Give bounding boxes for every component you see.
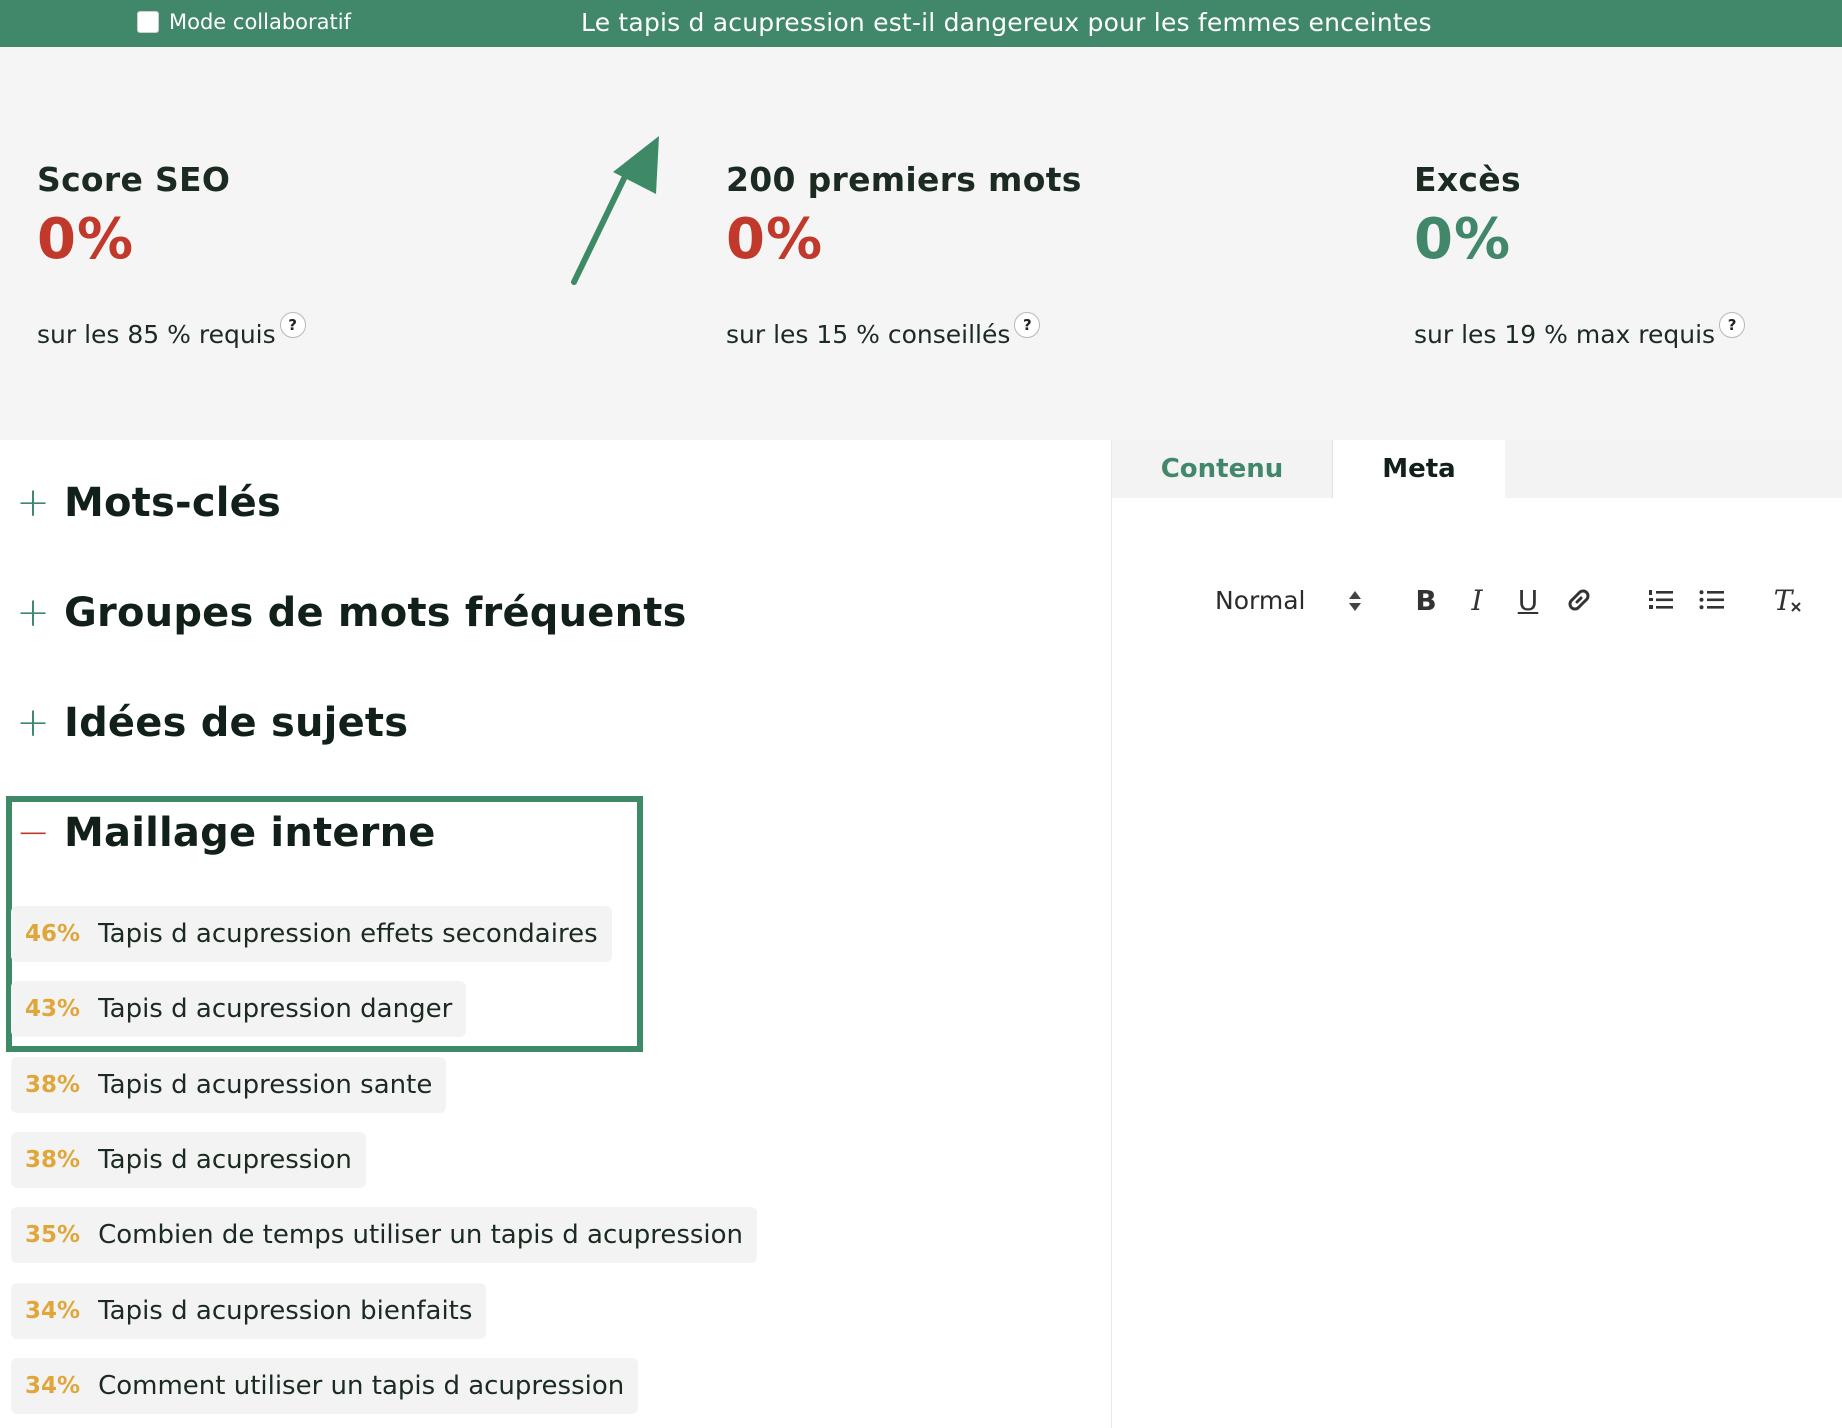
section-internal-linking[interactable] [16, 810, 436, 856]
clear-format-button[interactable] [1768, 580, 1808, 620]
first-200-words-score [726, 160, 1082, 349]
analysis-panel [0, 440, 1111, 1428]
editor-panel [1111, 440, 1842, 1428]
bullet-list-icon [1697, 585, 1727, 615]
italic-button[interactable]: I [1471, 583, 1483, 617]
section-title: Maillage interne [64, 810, 436, 856]
internal-link-item[interactable] [11, 1358, 638, 1414]
collapse-icon[interactable]: − [16, 810, 50, 856]
collab-mode-checkbox[interactable] [137, 11, 159, 33]
internal-link-item[interactable] [11, 1132, 366, 1188]
link-title: Tapis d acupression danger [98, 994, 453, 1024]
expand-icon[interactable]: + [16, 590, 50, 636]
clear-format-icon: T [1773, 583, 1793, 617]
section-title: Groupes de mots fréquents [64, 590, 687, 636]
first-200-words-note: sur les 15 % conseillés [726, 320, 1011, 349]
internal-link-item[interactable] [11, 1057, 446, 1113]
section-topic-ideas[interactable] [16, 700, 408, 746]
link-title: Tapis d acupression effets secondaires [98, 919, 598, 949]
link-score: 38% [25, 1072, 81, 1098]
help-icon[interactable]: ? [1014, 312, 1040, 338]
link-score: 43% [25, 996, 81, 1022]
ordered-list-icon [1646, 585, 1676, 615]
first-200-words-value: 0% [726, 207, 824, 272]
collab-mode-toggle[interactable] [137, 10, 351, 34]
seo-score-value: 0% [37, 207, 135, 272]
tab-bar-filler [1505, 440, 1842, 498]
editor-tabs [1112, 440, 1842, 498]
link-icon [1564, 585, 1594, 615]
select-arrows-icon[interactable] [1347, 588, 1363, 614]
format-select[interactable]: Normal [1215, 586, 1306, 615]
bold-button[interactable]: B [1415, 583, 1437, 617]
seo-score-label: Score SEO [37, 160, 231, 199]
section-frequent-word-groups[interactable] [16, 590, 687, 636]
link-score: 34% [25, 1373, 81, 1399]
internal-link-item[interactable] [11, 1283, 486, 1339]
internal-link-item[interactable] [11, 1207, 757, 1263]
excess-value: 0% [1414, 207, 1512, 272]
link-title: Tapis d acupression bienfaits [98, 1296, 473, 1326]
top-bar [0, 0, 1842, 47]
bullet-list-button[interactable] [1692, 580, 1732, 620]
internal-link-item[interactable] [11, 981, 466, 1037]
link-score: 35% [25, 1222, 81, 1248]
expand-icon[interactable]: + [16, 700, 50, 746]
link-button[interactable] [1559, 580, 1599, 620]
seo-score-note: sur les 85 % requis [37, 320, 276, 349]
link-score: 38% [25, 1147, 81, 1173]
ordered-list-button[interactable] [1641, 580, 1681, 620]
excess-score [1414, 160, 1745, 349]
editor-toolbar [1112, 580, 1842, 630]
underline-button[interactable]: U [1517, 583, 1539, 617]
link-title: Tapis d acupression [98, 1145, 352, 1175]
section-keywords[interactable] [16, 480, 281, 526]
excess-note: sur les 19 % max requis [1414, 320, 1716, 349]
document-title: Le tapis d acupression est-il dangereux pour les femmes enceintes [581, 8, 1432, 37]
first-200-words-label: 200 premiers mots [726, 160, 1082, 199]
link-title: Combien de temps utiliser un tapis d acupression [98, 1220, 744, 1250]
score-panel [0, 47, 1842, 440]
clear-x-icon [1790, 601, 1802, 613]
tab-content[interactable]: Contenu [1112, 440, 1333, 498]
annotation-arrow-icon [560, 92, 670, 292]
section-title: Mots-clés [64, 480, 281, 526]
link-title: Tapis d acupression sante [98, 1070, 433, 1100]
seo-score [37, 160, 306, 349]
link-title: Comment utiliser un tapis d acupression [98, 1371, 625, 1401]
link-score: 34% [25, 1298, 81, 1324]
link-score: 46% [25, 921, 81, 947]
help-icon[interactable]: ? [1719, 312, 1745, 338]
expand-icon[interactable]: + [16, 480, 50, 526]
section-title: Idées de sujets [64, 700, 409, 746]
tab-meta[interactable]: Meta [1333, 440, 1505, 498]
collab-mode-label: Mode collaboratif [169, 10, 351, 34]
internal-link-item[interactable] [11, 906, 612, 962]
excess-label: Excès [1414, 160, 1521, 199]
help-icon[interactable]: ? [280, 312, 306, 338]
